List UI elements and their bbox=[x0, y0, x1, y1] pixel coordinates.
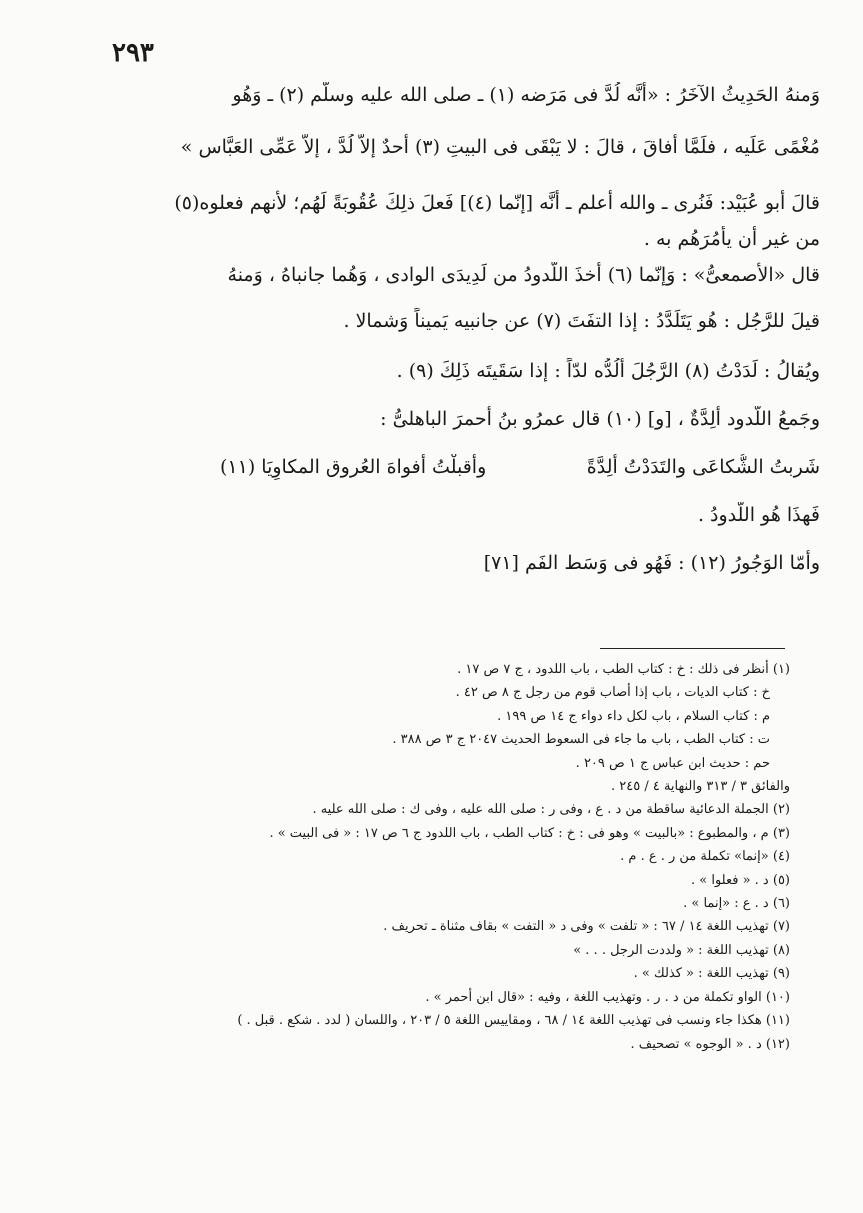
footnote: (٨) تهذيب اللغة : « ولددت الرجل . . . » bbox=[573, 942, 790, 958]
footnote: (٣) م ، والمطبوع : «بالبيت » وهو فى : خ : كتاب الطب ، باب اللدود ج ٦ ص ١٧ : « فى البيت » . bbox=[269, 825, 790, 841]
footnote: والفائق ٣ / ٣١٣ والنهاية ٤ / ٢٤٥ . bbox=[610, 779, 790, 795]
footnote: (٢) الجملة الدعائية ساقطة من د . ع ، وفى ر : صلى الله عليه ، وفى ك : صلى الله عليه . bbox=[312, 802, 790, 818]
footnote-divider bbox=[600, 648, 785, 649]
main-text bbox=[100, 82, 820, 576]
body-line: وجَمعُ اللَّدود أَلِدَّةٌ ، [و] (١٠) قال عمرُو بنُ أحمرَ الباهلىُّ : bbox=[380, 408, 820, 430]
footnote: ت : كتاب الطب ، باب ما جاء فى السعوط الحديث ٢٠٤٧ ج ٣ ص ٣٨٨ . bbox=[392, 732, 770, 748]
footnote: (١) أنظر فى ذلك : خ : كتاب الطب ، باب اللدود ، ج ٧ ص ١٧ . bbox=[457, 662, 790, 677]
footnote: خ : كتاب الديات ، باب إذا أصاب قوم من رجل ج ٨ ص ٤٢ . bbox=[455, 685, 770, 701]
footnote: (١٢) د . « الوجوه » تصحيف . bbox=[630, 1036, 790, 1052]
footnote: حم : حديث ابن عباس ج ١ ص ٢٠٩ . bbox=[575, 755, 770, 771]
footnote: (١١) هكذا جاء ونسب فى تهذيب اللغة ١٤ / ٦٨ ، ومقاييس اللغة ٥ / ٢٠٣ ، واللسان ( لدد . شكع . قبل . ) bbox=[237, 1013, 790, 1029]
body-line: وَمنهُ الحَدِيثُ الآخَرُ : «أنَّه لُدَّ فى مَرَضه (١) ـ صلى الله عليه وسلَّم (٢) ـ وَهُو bbox=[232, 84, 820, 106]
body-line: مُغْمًى عَلَيه ، فلَمَّا أفاقَ ، قالَ : لا يَبْقَى فى البيتِ (٣) أَحدٌ إلاّ لُدَّ ، إلاّ عَمِّى العَبَّاس » bbox=[180, 136, 820, 158]
body-line: قالَ أَبو عُبَيْد: فَنُرى ـ والله أعلم ـ أنَّه [إنّما (٤)] فَعلَ ذلِكَ عُقُوبَةً لَهُم؛ لأنهم فعلوه(٥) bbox=[174, 192, 820, 214]
poem-hemistich-left: وأقبلْتُ أفواهَ العُروق المكاوِيَا (١١) bbox=[220, 456, 487, 478]
body-line: فَهذَا هُو اللَّدودُ . bbox=[697, 504, 820, 526]
footnote: م : كتاب السلام ، باب لكل داء دواء ج ١٤ ص ١٩٩ . bbox=[497, 708, 770, 724]
footnote: (٥) د . « فعلوا » . bbox=[690, 872, 790, 888]
body-line: قال «الأصمعىُّ» : وَإنّما (٦) أُخذَ اللَّدودُ من لَدِيدَى الوادى ، وَهُما جانباهُ ، وَمنهُ bbox=[227, 264, 820, 286]
footnote: (٤) «إنما» تكملة من ر . ع . م . bbox=[620, 849, 790, 865]
footnote: (١٠) الواو تكملة من د . ر . وتهذيب اللغة ، وفيه : «قال ابن أحمر » . bbox=[425, 989, 790, 1005]
body-line: ويُقالُ : لَدَدْتُ (٨) الرَّجُلَ أَلُدُّه لدّاً : إذا سَقَيتَه ذَلِكَ (٩) . bbox=[396, 360, 820, 382]
footnote: (٦) د . ع : «إنما » . bbox=[683, 896, 790, 912]
body-line: قيلَ للرَّجُل : هُو يَتَلَدَّدُ : إذا التفَتَ (٧) عن جانبيه يَميناً وَشمالا . bbox=[343, 310, 820, 332]
footnotes bbox=[110, 658, 790, 1056]
poem-hemistich-right: شَربتُ الشُّكاعَى والتَدَدْتُ أَلِدَّةً bbox=[586, 456, 820, 478]
footnote: (٧) تهذيب اللغة ١٤ / ٦٧ : « تلفت » وفى د « التفت » بقاف مثناة ـ تحريف . bbox=[383, 919, 790, 935]
poem-verse bbox=[220, 454, 820, 480]
body-line: وأمّا الوَجُورُ (١٢) : فَهُو فى وَسَط الفَم [٧١] bbox=[483, 552, 820, 574]
footnote: (٩) تهذيب اللغة : « كذلك » . bbox=[633, 966, 790, 982]
body-line: من غير أن يأمُرَهُم به . bbox=[643, 228, 820, 250]
page-number: ٢٩٣ bbox=[112, 38, 154, 68]
